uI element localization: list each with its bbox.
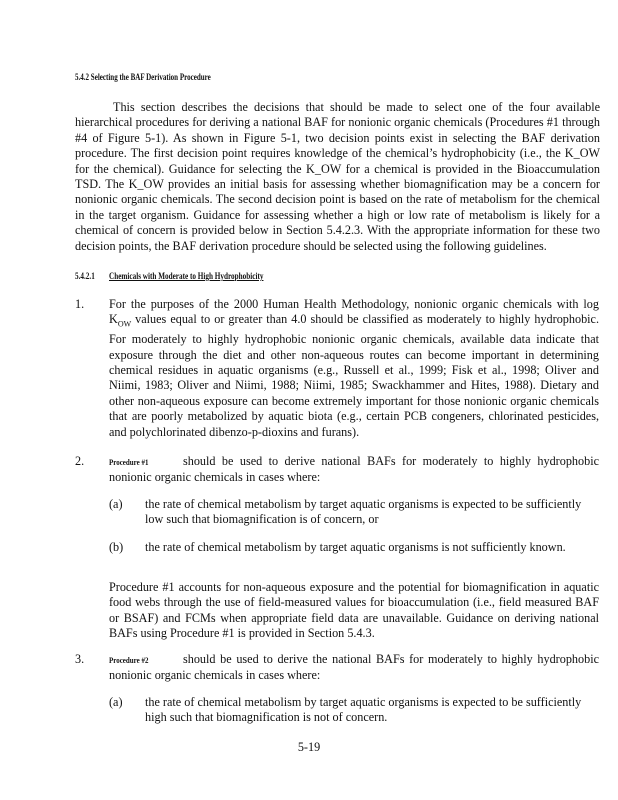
section-heading: 5.4.2 Selecting the BAF Derivation Procedure	[75, 72, 211, 82]
item3-sub-a-text: the rate of chemical metabolism by target aquatic organisms is expected to be sufficiently high such that biomagnification is not of concern.	[145, 695, 582, 725]
item1-text	[109, 297, 599, 440]
item2-sub-b-label: (b)	[109, 540, 124, 554]
item3-number: 3.	[75, 652, 85, 666]
item2-lead-text: should be used to derive national BAFs for moderately to highly hydrophobic nonionic organic chemicals in cases where:	[109, 454, 599, 485]
item2-number: 2.	[75, 454, 85, 468]
kow-subscript: OW	[117, 319, 132, 329]
item2-sub-a-text: the rate of chemical metabolism by target aquatic organisms is expected to be sufficiently low such that biomagnification is of concern, or	[145, 497, 582, 527]
item1-number: 1.	[75, 297, 85, 311]
subsection-title: Chemicals with Moderate to High Hydrophobicity	[109, 271, 264, 281]
intro-paragraph: This section describes the decisions that should be made to select one of the four available hierarchical procedures for deriving a national BAF for nonionic organic chemicals (Procedures #1 through #4 of Figure 5-1). As shown in Figure 5-1, two decision points exist in selecting the BAF derivation procedure. The first decision point requires knowledge of the chemical’s hydrophobicity (i.e., the K_OW for the chemical). Guidance for selecting the K_OW for a chemical is provided in the Bioaccumulation TSD. The K_OW provides an initial basis for assessing whether biomagnification may be a concern for nonionic organic chemicals. The second decision point is based on the rate of metabolism for the chemical in the target organism. Guidance for assessing whether a high or low rate of metabolism is likely for a chemical of concern is provided below in Section 5.4.2.3. With the appropriate information for these two decision points, the BAF derivation procedure should be selected using the following guidelines.	[75, 100, 600, 253]
subsection-heading	[75, 271, 341, 281]
item3-sub-a-label: (a)	[109, 695, 123, 709]
item1-text-b: values equal to or greater than 4.0 should be classified as moderately to highly hydrophobic. For moderately to highly hydrophobic nonionic organic chemicals, available data indicate that exposure through the diet and other non-aqueous routes can become important in determining chemical residues in aquatic organisms (e.g., Russell et al., 1999; Fisk et al., 1998; Oliver and Niimi, 1983; Oliver and Niimi, 1988; Niimi, 1985; Swackhammer and Hites, 1988). Dietary and other non-aqueous exposure can become extremely important for those nonionic organic chemicals that are poorly metabolized by aquatic biota (e.g., certain PCB congeners, chlorinated pesticides, and polychlorinated dibenzo-p-dioxins and furans).	[109, 312, 599, 439]
procedure-2-label: Procedure #2	[109, 655, 149, 665]
page-number: 5-19	[297, 740, 321, 754]
item2-follow-text: Procedure #1 accounts for non-aqueous exposure and the potential for biomagnification in aquatic food webs through the use of field-measured values for bioaccumulation (i.e., field measured BAF or BSAF) and FCMs when appropriate field data are unavailable. Guidance on deriving national BAFs using Procedure #1 is provided in Section 5.4.3.	[109, 580, 599, 641]
item1-text-a: For the purposes of the 2000 Human Health Methodology, nonionic organic chemicals with log K	[109, 297, 599, 327]
item2-sub-b-text: the rate of chemical metabolism by target aquatic organisms is not sufficiently known.	[145, 540, 566, 554]
item2-sub-a-label: (a)	[109, 497, 123, 511]
subsection-number: 5.4.2.1	[75, 271, 95, 281]
procedure-1-label: Procedure #1	[109, 457, 149, 467]
item2-lead	[109, 454, 599, 486]
item3-lead	[109, 652, 599, 684]
item3-lead-text: should be used to derive the national BAFs for moderately to highly hydrophobic nonionic organic chemicals in cases where:	[109, 652, 599, 683]
